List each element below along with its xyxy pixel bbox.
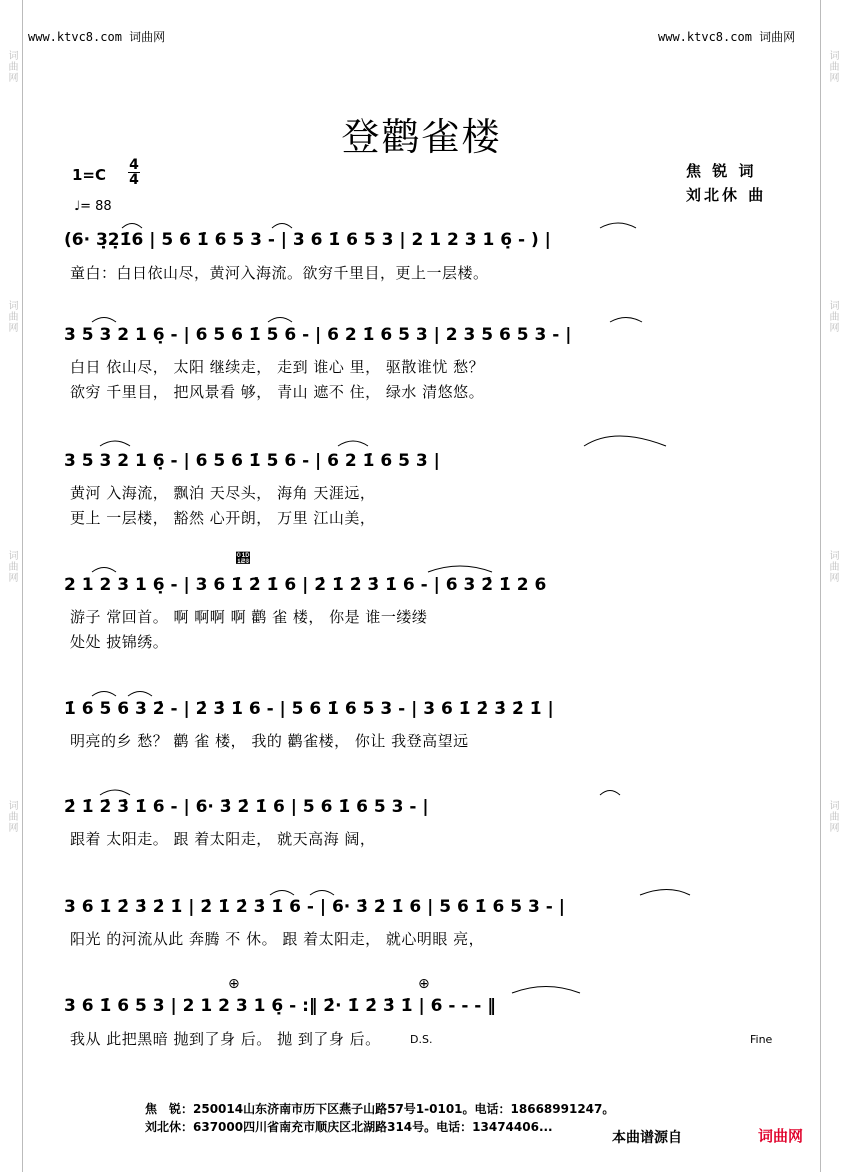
site-logo: 词曲网	[758, 1127, 804, 1145]
slur	[600, 791, 620, 796]
slur	[610, 318, 642, 323]
notation-line: 3 5 3 2 1 6̣ - | 6 5 6 1̇ 5 6 - | 6 2 1̇ 6 5 3 |	[64, 451, 440, 471]
lyric-line: 阳光 的河流从此 奔腾 不 休。 跟 着太阳走， 就心明眼 亮，	[70, 930, 485, 948]
time-sig-top: 4	[129, 157, 139, 173]
segno-sign: 𝄨	[236, 551, 250, 567]
site-url: www.ktvc8.com	[658, 30, 752, 44]
slur	[92, 692, 116, 697]
slur	[270, 891, 294, 896]
lyric-line: 黄河 入海流， 飘泊 天尽头， 海角 天涯远，	[70, 484, 376, 502]
slur	[122, 224, 142, 229]
slur	[268, 318, 292, 323]
lyric-line: 更上 一层楼， 豁然 心开朗， 万里 江山美，	[70, 509, 376, 527]
edge-watermark-left: 词曲网	[6, 300, 17, 333]
lyric-line: 欲穷 千里目， 把风景看 够， 青山 遮不 住， 绿水 清悠悠。	[70, 383, 485, 401]
slur	[640, 890, 690, 896]
source-note: 本曲谱源自	[612, 1130, 682, 1146]
lyric-line: 明亮的乡 愁？ 鹳 雀 楼， 我的 鹳雀楼， 你让 我登高望远	[70, 732, 469, 750]
slur	[584, 436, 666, 446]
slur	[100, 441, 130, 446]
notation-line: 1̇ 6 5 6 3 2̇ - | 2̇ 3̇ 1̇ 6 - | 5 6 1̇ 6 5 3 - | 3 6 1̇ 2̇ 3̇ 2̇ 1̇ |	[64, 699, 554, 719]
edge-watermark-right: 词曲网	[827, 50, 838, 83]
lyric-line: 跟着 太阳走。 跟 着太阳走， 就天高海 阔，	[70, 830, 376, 848]
coda-sign: ⊕	[418, 976, 430, 992]
edge-watermark-right: 词曲网	[827, 300, 838, 333]
song-title: 登鹳雀楼	[341, 115, 502, 159]
site-url: www.ktvc8.com	[28, 30, 122, 44]
lyric-line: 游子 常回首。 啊 啊啊 啊 鹳 雀 楼， 你是 谁一缕缕	[70, 608, 428, 626]
slur	[128, 692, 152, 697]
slur	[92, 568, 116, 573]
slur	[512, 987, 580, 994]
edge-watermark-right: 词曲网	[827, 550, 838, 583]
slur	[272, 224, 292, 229]
fine-mark: Fine	[750, 1033, 773, 1046]
key-signature: 1=C	[72, 166, 107, 184]
coda-sign: ⊕	[228, 976, 240, 992]
lyric-line: 处处 披锦绣。	[70, 633, 169, 651]
slur	[100, 790, 130, 795]
composer-credit: 刘北休 曲	[686, 186, 767, 204]
notation-line: 2 1 2 3 1 6̣ - | 3 6 1̇ 2̇ 1̇ 6 | 2̇ 1̇ 2̇ 3̇ 1̇ 6 - | 6 3 2̇ 1̇ 2 6	[64, 575, 547, 595]
edge-watermark-left: 词曲网	[6, 800, 17, 833]
lyric-line: 我从 此把黑暗 抛到了身 后。 抛 到了身 后。	[70, 1030, 381, 1048]
lyricist-credit: 焦 锐 词	[686, 162, 757, 180]
slur	[338, 441, 368, 446]
notation-line: (6· 3̣2̣1̇6 | 5 6 1̇ 6 5 3 - | 3 6 1̇ 6 5 3 | 2 1 2 3 1 6̣ - ) |	[64, 230, 551, 250]
site-name: 词曲网	[759, 30, 796, 44]
edge-watermark-left: 词曲网	[6, 550, 17, 583]
contact-line-composer: 刘北休：637000四川省南充市顺庆区北湖路314号。电话：13474406...	[145, 1120, 553, 1134]
notation-line: 3 6 1̇ 2̇ 3̇ 2̇ 1̇ | 2̇ 1̇ 2̇ 3̇ 1̇ 6 - | 6· 3̇ 2̇ 1̇ 6 | 5 6 1̇ 6 5 3 - |	[64, 897, 565, 917]
time-sig-bottom: 4	[129, 172, 139, 188]
notation-line: 3 5 3 2 1 6̣ - | 6 5 6 1̇ 5 6 - | 6 2 1̇ 6 5 3 | 2 3 5 6 5 3 - |	[64, 325, 572, 345]
site-name: 词曲网	[129, 30, 166, 44]
notation-line: 2̇ 1̇ 2̇ 3̇ 1̇ 6 - | 6· 3̇ 2̇ 1̇ 6 | 5 6 1̇ 6 5 3 - |	[64, 797, 429, 817]
notation-line: 3 6 1̇ 6 5 3 | 2 1 2 3 1 6̣ - :‖ 2̇· 1̇ 2̇ 3̇ 1̇ | 6 - - - ‖	[64, 996, 496, 1016]
slur	[92, 318, 116, 323]
contact-line-lyricist: 焦 锐：250014山东济南市历下区燕子山路57号1-0101。电话：18668991247。	[145, 1102, 615, 1116]
tempo-value: = 88	[80, 199, 112, 214]
edge-watermark-right: 词曲网	[827, 800, 838, 833]
slur	[428, 566, 492, 572]
quarter-note-icon: ♩	[74, 199, 81, 214]
lyric-line: 白日 依山尽， 太阳 继续走， 走到 谁心 里， 驱散谁忧 愁？	[70, 358, 485, 376]
edge-watermark-left: 词曲网	[6, 50, 17, 83]
slur	[600, 223, 636, 228]
slur	[310, 891, 334, 896]
ds-mark: D.S.	[410, 1033, 433, 1046]
lyric-line: 童白：白日依山尽，黄河入海流。欲穷千里目，更上一层楼。	[70, 264, 489, 282]
